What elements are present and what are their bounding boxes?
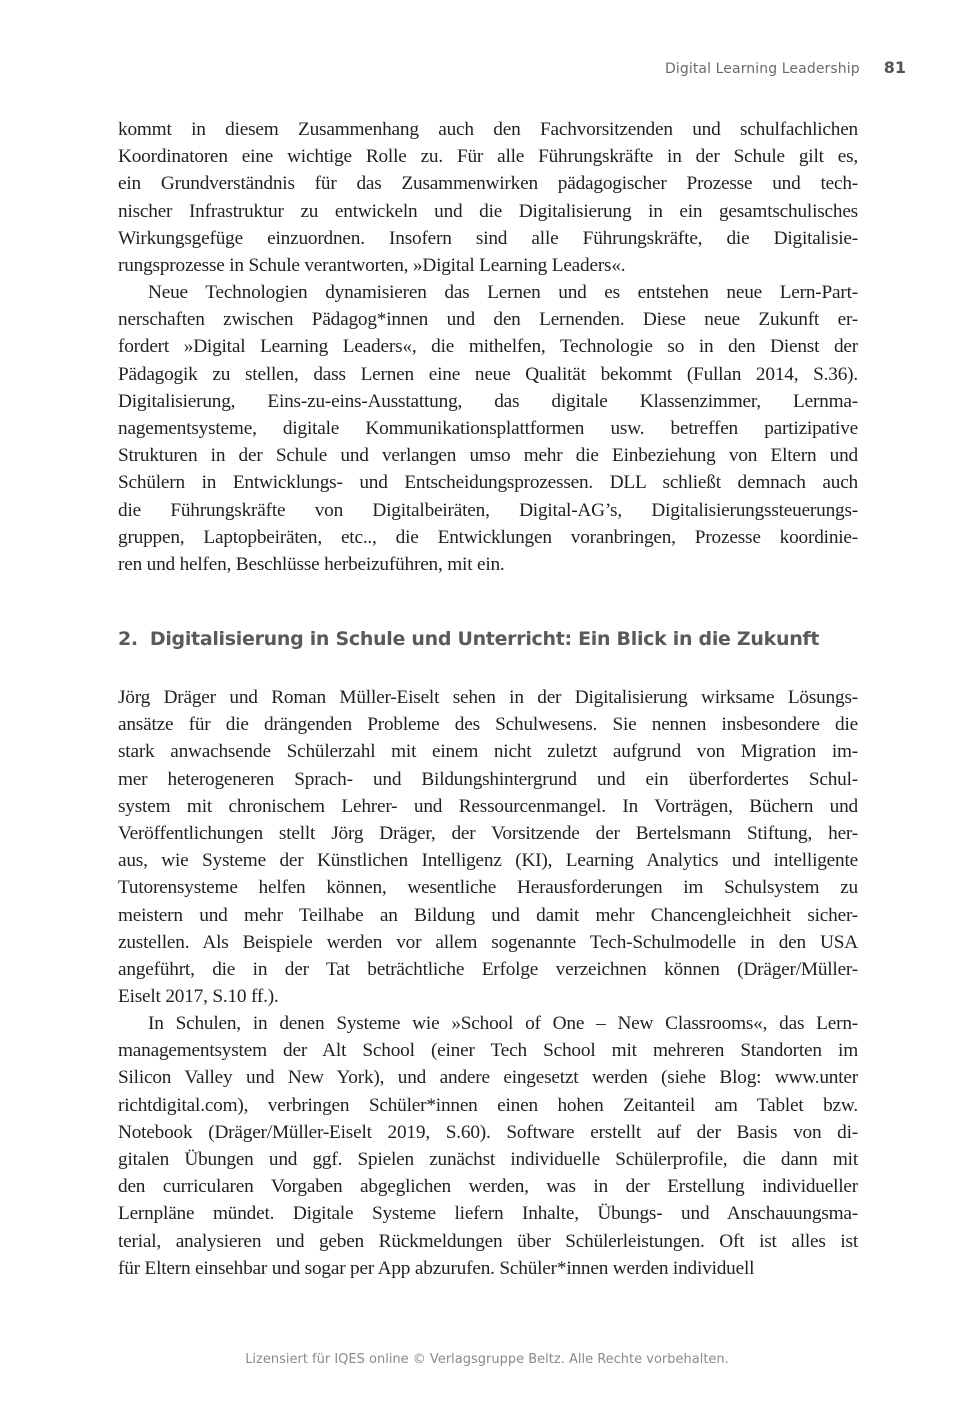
paragraph [118,684,858,1010]
text-line: Koordinatoren eine wichtige Rolle zu. Für alle Führungskräfte in der Schule gilt es, [118,146,858,168]
text-line: den curricularen Vorgaben abgeglichen werden, was in der Erstellung individueller [118,1176,858,1198]
text-line: gruppen, Laptopbeiräten, etc.., die Entwicklungen voranbringen, Prozesse koordinie- [118,526,858,548]
text-line: gitalen Übungen und ggf. Spielen zunächst individuelle Schülerprofile, die dann mit [118,1148,858,1170]
running-head [665,58,906,77]
text-line: für Eltern einsehbar und sogar per App abzurufen. Schüler*innen werden individuell [118,1257,755,1279]
text-line: die Führungskräfte von Digitalbeiräten, Digital-AG’s, Digitalisierungssteuerungs- [118,499,858,521]
text-line: angeführt, die in der Tat beträchtliche Erfolge verzeichnen können (Dräger/Müller- [118,958,858,980]
running-title: Digital Learning Leadership [665,61,860,77]
text-line: Digitalisierung, Eins-zu-eins-Ausstattung, das digitale Klassenzimmer, Lernma- [118,390,858,412]
text-line: kommt in diesem Zusammenhang auch den Fachvorsitzenden und schulfachlichen [118,119,858,140]
section-heading [118,628,819,650]
text-line: managementsystem der Alt School (einer Tech School mit mehreren Standorten im [118,1040,858,1062]
text-line: fordert »Digital Learning Leaders«, die mithelfen, Technologie so in den Dienst der [118,336,858,358]
text-line: system mit chronischem Lehrer- und Ressourcenmangel. In Vorträgen, Büchern und [118,795,858,817]
paragraph [118,116,858,279]
section-title: Digitalisierung in Schule und Unterricht: Ein Blick in die Zukunft [149,628,820,650]
section-number: 2. [118,628,138,650]
text-line: Wirkungsgefüge einzuordnen. Insofern sind alle Führungskräfte, die Digitalisie- [118,227,858,249]
text-line: stark anwachsende Schülerzahl mit einem nicht zuletzt aufgrund von Migration im- [118,741,858,763]
text-line: terial, analysieren und geben Rückmeldungen über Schülerleistungen. Oft ist alles ist [118,1230,858,1252]
paragraph [118,279,858,578]
text-line: Silicon Valley und New York), und andere eingesetzt werden (siehe Blog: www.unter [118,1067,858,1089]
text-line: Lernpläne mündet. Digitale Systeme liefern Inhalte, Übungs- und Anschauungsma- [118,1203,858,1225]
paragraph [118,1010,858,1282]
text-line: ren und helfen, Beschlüsse herbeizuführen, mit ein. [118,553,505,575]
text-line: Pädagogik zu stellen, dass Lernen eine neue Qualität bekommt (Fullan 2014, S.36). [118,363,858,385]
text-line: Eiselt 2017, S.10 ff.). [118,986,279,1008]
text-line: ein Grundverständnis für das Zusammenwirken pädagogischer Prozesse und tech- [118,173,858,195]
text-line: Jörg Dräger und Roman Müller-Eiselt sehen in der Digitalisierung wirksame Lösungs- [118,687,858,708]
text-line: Veröffentlichungen stellt Jörg Dräger, der Vorsitzende der Bertelsmann Stiftung, her- [118,822,858,844]
text-line: mer heterogeneren Sprach- und Bildungshintergrund und ein überfordertes Schul- [118,768,858,790]
text-line: nerschaften zwischen Pädagog*innen und den Lernenden. Diese neue Zukunft er- [118,309,858,331]
text-line: richtdigital.com), verbringen Schüler*innen einen hohen Zeitanteil am Tablet bzw. [118,1094,858,1116]
text-line: nagementsysteme, digitale Kommunikationsplattformen usw. betreffen partizipative [118,417,858,439]
text-line: In Schulen, in denen Systeme wie »School of One – New Classrooms«, das Lern- [148,1013,858,1034]
text-line: Notebook (Dräger/Müller-Eiselt 2019, S.60). Software erstellt auf der Basis von di- [118,1121,858,1143]
page-number: 81 [883,58,906,77]
text-line: ansätze für die drängenden Probleme des Schulwesens. Sie nennen insbesondere die [118,714,858,736]
text-line: meistern und mehr Teilhabe an Bildung und damit mehr Chancengleichheit sicher- [118,904,858,926]
text-line: rungsprozesse in Schule verantworten, »Digital Learning Leaders«. [118,254,626,276]
text-line: Schülern in Entwicklungs- und Entscheidungsprozessen. DLL schließt demnach auch [118,472,858,494]
text-line: Neue Technologien dynamisieren das Lernen und es entstehen neue Lern-Part- [148,282,858,303]
text-line: Tutorensysteme helfen können, wesentliche Herausforderungen im Schulsystem zu [118,877,858,899]
text-line: aus, wie Systeme der Künstlichen Intelligenz (KI), Learning Analytics und intelligente [118,850,858,872]
text-line: zustellen. Als Beispiele werden vor allem sogenannte Tech-Schulmodelle in den USA [118,931,858,953]
license-footer: Lizensiert für IQES online © Verlagsgruppe Beltz. Alle Rechte vorbehalten. [245,1352,729,1367]
text-line: Strukturen in der Schule und verlangen umso mehr die Einbeziehung von Eltern und [118,445,858,467]
text-line: nischer Infrastruktur zu entwickeln und die Digitalisierung in ein gesamtschulisches [118,200,858,222]
